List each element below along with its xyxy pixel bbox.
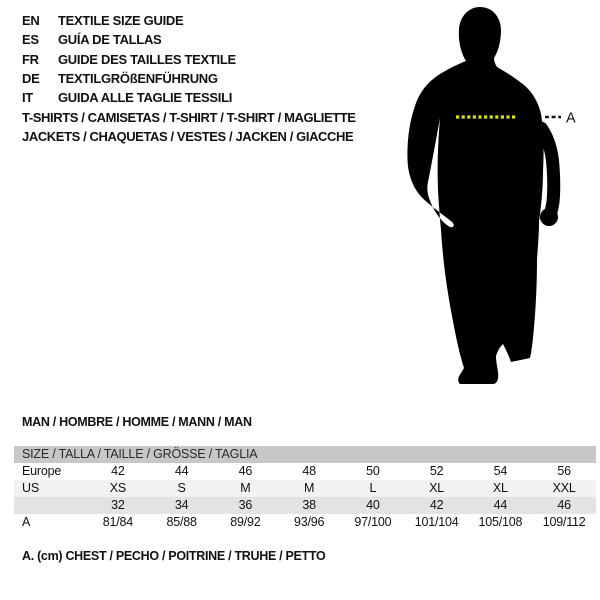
size-table	[14, 446, 596, 531]
man-body-shape	[407, 7, 543, 384]
language-title: GUIDA ALLE TAGLIE TESSILI	[58, 90, 233, 106]
language-title: TEXTILGRÖßENFÜHRUNG	[58, 70, 218, 86]
table-cell: 44	[174, 464, 189, 478]
language-code: EN	[22, 13, 40, 28]
table-cell: 97/100	[354, 515, 392, 529]
table-cell: 52	[429, 464, 444, 478]
size-table-header: SIZE / TALLA / TAILLE / GRÖSSE / TAGLIA	[14, 446, 596, 463]
table-cell: 89/92	[230, 515, 261, 529]
language-row-fr	[22, 50, 236, 69]
table-cell: 38	[302, 498, 316, 512]
language-code: ES	[22, 32, 39, 48]
language-title: GUÍA DE TALLAS	[58, 32, 162, 48]
table-row-chest-a	[14, 514, 596, 531]
table-cell: XL	[429, 481, 445, 495]
table-cell: 42	[429, 498, 444, 512]
table-cell: 93/96	[293, 515, 325, 529]
table-row-us	[14, 480, 596, 497]
measure-label-a: A	[566, 110, 576, 127]
category-tshirts: T-SHIRTS / CAMISETAS / T-SHIRT / T-SHIRT / MAGLIETTE	[22, 110, 356, 125]
language-row-en	[22, 11, 236, 30]
table-cell: 42	[111, 464, 125, 478]
table-cell: 101/104	[414, 515, 459, 529]
table-cell: M	[240, 481, 251, 495]
table-cell: 32	[111, 498, 125, 512]
table-cell: XL	[492, 481, 508, 495]
table-cell: 34	[174, 498, 189, 512]
language-code: IT	[22, 90, 33, 106]
row-label: Europe	[22, 464, 62, 478]
table-cell: M	[304, 481, 315, 495]
language-code: DE	[22, 70, 40, 86]
language-code: FR	[22, 51, 39, 67]
table-cell: 46	[238, 464, 253, 478]
language-row-es	[22, 30, 236, 49]
table-row-us-numeric	[14, 497, 596, 514]
table-cell: 48	[302, 464, 316, 478]
language-row-it	[22, 88, 236, 107]
language-title: TEXTILE SIZE GUIDE	[58, 13, 184, 28]
language-title: GUIDE DES TAILLES TEXTILE	[58, 51, 236, 67]
language-row-de	[22, 69, 236, 88]
table-cell: XS	[109, 481, 127, 495]
table-cell: 85/88	[166, 515, 197, 529]
section-title-man: MAN / HOMBRE / HOMME / MANN / MAN	[22, 415, 252, 429]
row-label	[14, 497, 86, 514]
table-cell: 40	[366, 498, 380, 512]
category-lines	[22, 108, 356, 147]
table-cell: 56	[557, 464, 571, 478]
table-cell: 105/108	[478, 515, 523, 529]
table-cell: XXL	[552, 481, 576, 495]
row-label: A	[22, 515, 31, 529]
table-cell: 54	[493, 464, 508, 478]
table-cell: 50	[366, 464, 380, 478]
measurement-footnote: A. (cm) CHEST / PECHO / POITRINE / TRUHE / PETTO	[22, 549, 326, 563]
table-cell: S	[177, 481, 186, 495]
table-cell: 109/112	[542, 515, 586, 529]
table-cell: 81/84	[102, 515, 134, 529]
table-cell: 36	[238, 498, 253, 512]
man-right-hand-shape	[540, 208, 558, 226]
man-silhouette-figure	[395, 0, 600, 400]
category-jackets: JACKETS / CHAQUETAS / VESTES / JACKEN / GIACCHE	[22, 129, 354, 145]
language-legend	[22, 11, 236, 107]
table-cell: 44	[493, 498, 508, 512]
table-cell: 46	[557, 498, 571, 512]
table-row-europe	[14, 463, 596, 480]
row-label: US	[22, 481, 39, 495]
table-cell: L	[369, 481, 377, 495]
